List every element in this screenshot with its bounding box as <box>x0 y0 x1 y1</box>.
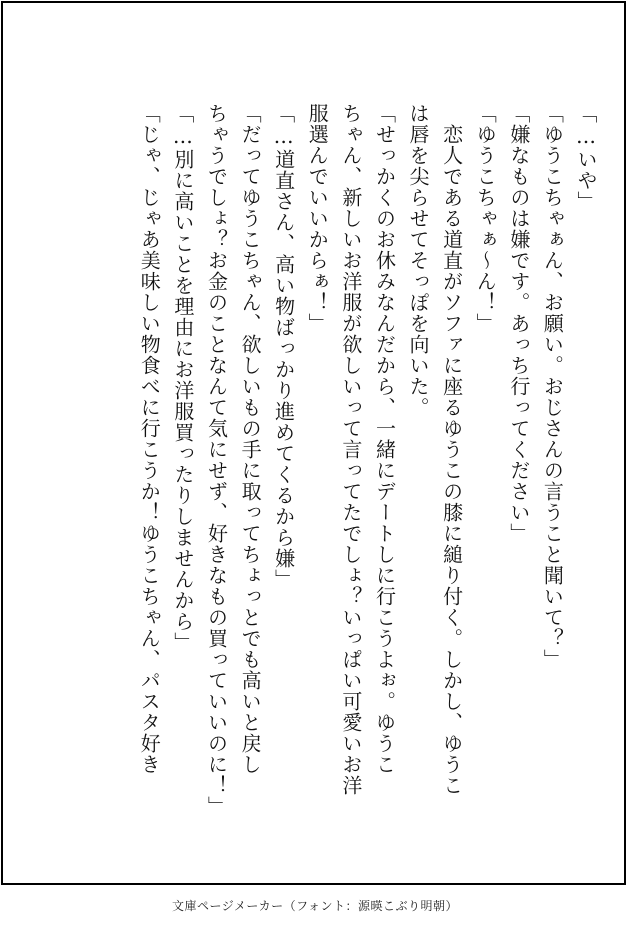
text-line: は唇を尖らせてそっぽを向いた。 <box>406 103 431 418</box>
text-line: 「じゃ、じゃあ美味しい物食べに行こうか！ゆうこちゃん、パスタ好き <box>137 103 162 775</box>
text-line: ちゃうでしょ？お金のことなんて気にせず、好きなもの買っていいのに！」 <box>204 103 229 817</box>
footer-credit: 文庫ページメーカー（フォント：源暎こぶり明朝） <box>171 899 459 913</box>
text-line: 「ゆうこちゃぁ～ん！」 <box>473 103 498 334</box>
text-line: 「嫌なものは嫌です。あっち行ってください」 <box>506 103 531 544</box>
text-line: 「…別に高いことを理由にお洋服買ったりしませんから」 <box>170 103 195 653</box>
page-frame <box>1 1 626 885</box>
text-line: 「せっかくのお休みなんだから、一緒にデートしに行こうよぉ。ゆうこ <box>372 103 397 775</box>
text-line: 「だってゆうこちゃん、欲しいもの手に取ってちょっとでも高いと戻し <box>238 103 263 775</box>
vertical-text-body <box>132 103 602 863</box>
text-line: ちゃん、新しいお洋服が欲しいって言ってたでしょ？いっぱい可愛いお洋 <box>338 103 363 796</box>
text-line: 服選んでいいからぁ！」 <box>305 103 330 334</box>
text-line: 「…いや」 <box>574 103 598 212</box>
text-line: 恋人である道直がソファに座るゆうこの膝に縋り付く。しかし、ゆうこ <box>439 103 464 796</box>
text-line: 「…道直さん、高い物ばっかり進めてくるから嫌」 <box>271 103 296 590</box>
text-line: 「ゆうこちゃぁん、お願い。おじさんの言うこと聞いて？」 <box>540 103 565 670</box>
